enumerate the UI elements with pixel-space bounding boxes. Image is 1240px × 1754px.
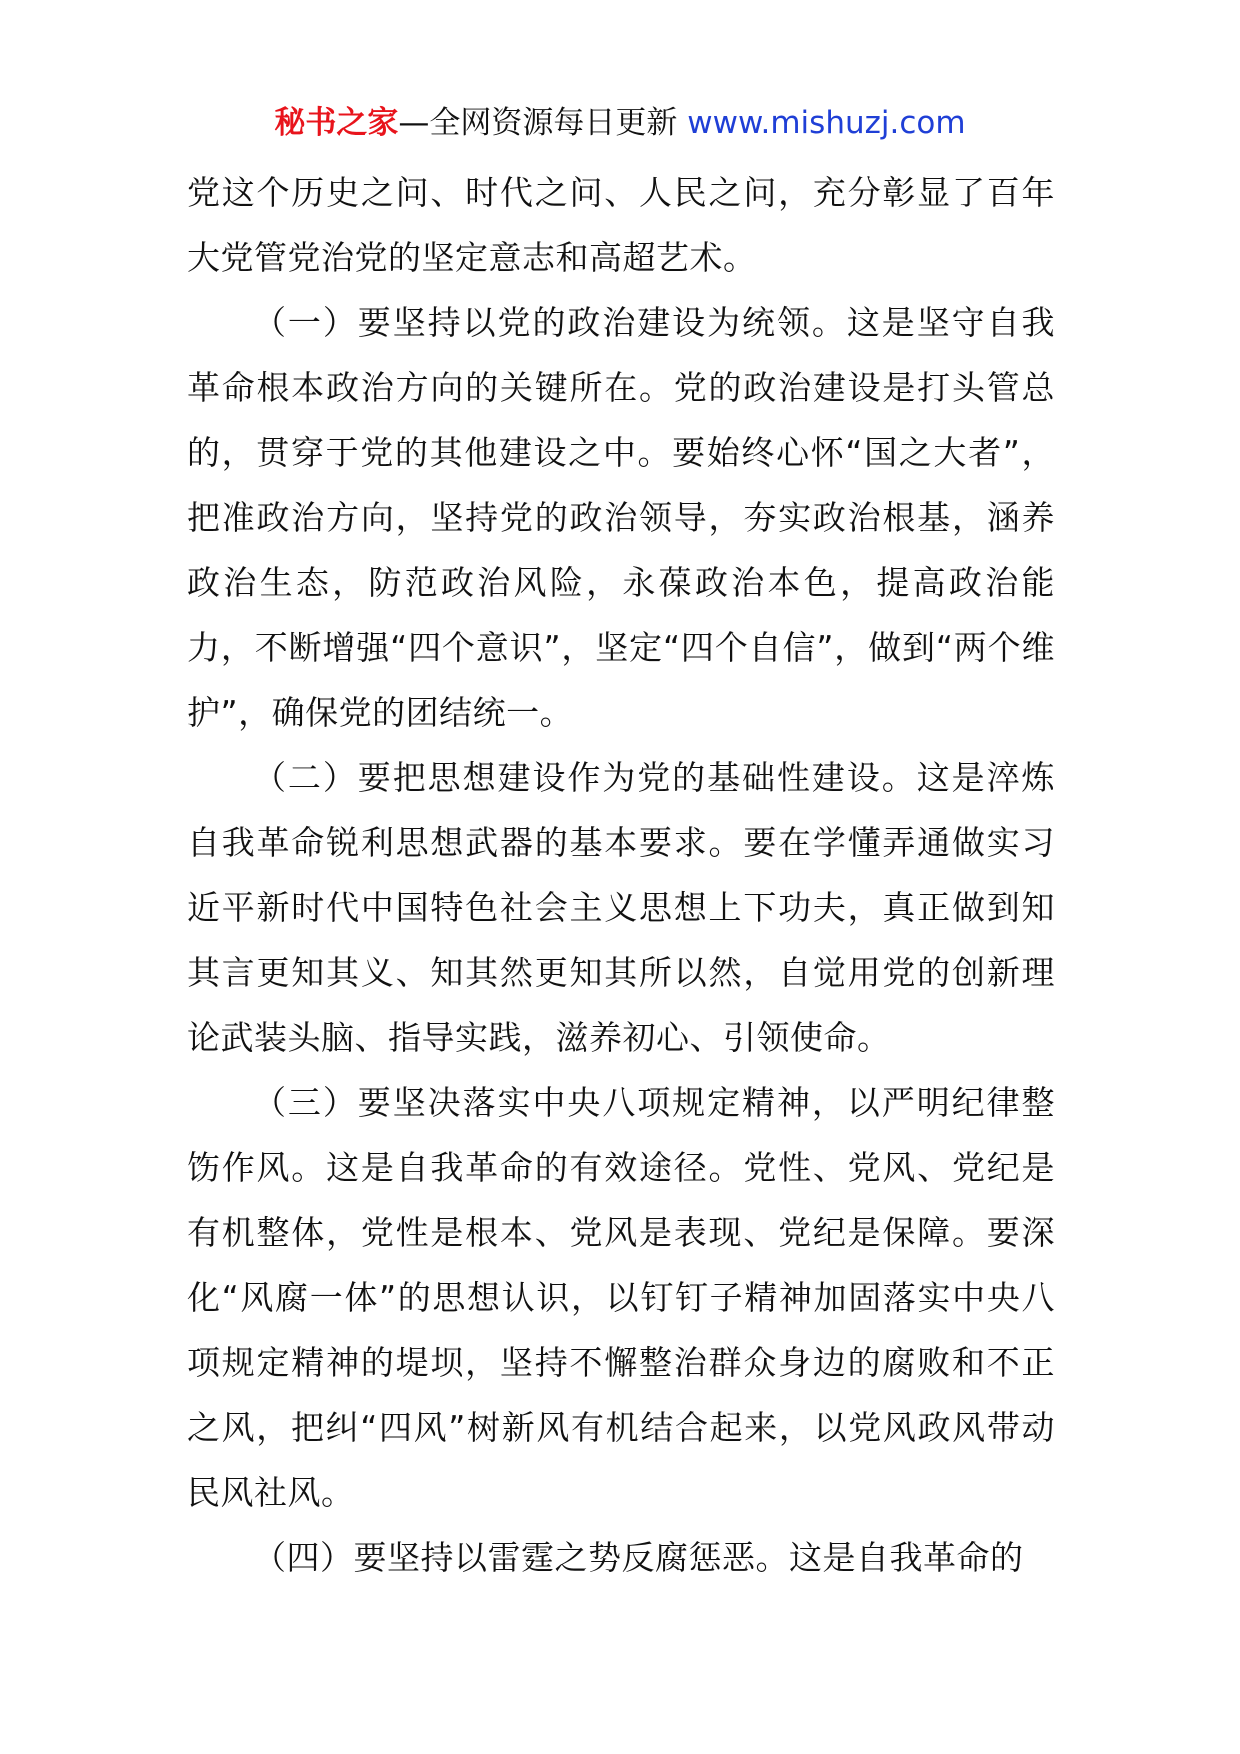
paragraph-section-3: （三）要坚决落实中央八项规定精神，以严明纪律整饬作风。这是自我革命的有效途径。党性、党风、党纪是有机整体，党性是根本、党风是表现、党纪是保障。要深化“风腐一体”的思想认识，以钉钉子精神加固落实中央八项规定精神的堤坝，坚持不懈整治群众身边的腐败和不正之风，把纠“四风”树新风有机结合起来，以党风政风带动民风社风。 (187, 1083, 1055, 1512)
page-header (0, 98, 1240, 148)
paragraph-section-4: （四）要坚持以雷霆之势反腐惩恶。这是自我革命的 (253, 1538, 1024, 1577)
site-tagline: —全网资源每日更新 (398, 105, 678, 141)
document-body (187, 160, 1055, 1590)
site-url-link[interactable]: www.mishuzj.com (687, 105, 966, 141)
paragraph-section-2: （二）要把思想建设作为党的基础性建设。这是淬炼自我革命锐利思想武器的基本要求。要在学懂弄通做实习近平新时代中国特色社会主义思想上下功夫，真正做到知其言更知其义、知其然更知其所以然，自觉用党的创新理论武装头脑、指导实践，滋养初心、引领使命。 (187, 758, 1055, 1057)
paragraph-section-1: （一）要坚持以党的政治建设为统领。这是坚守自我革命根本政治方向的关键所在。党的政治建设是打头管总的，贯穿于党的其他建设之中。要始终心怀“国之大者”，把准政治方向，坚持党的政治领导，夯实政治根基，涵养政治生态，防范政治风险，永葆政治本色，提高政治能力，不断增强“四个意识”，坚定“四个自信”，做到“两个维护”，确保党的团结统一。 (187, 303, 1055, 732)
site-name: 秘书之家 (274, 105, 399, 141)
paragraph-continuation: 党这个历史之问、时代之问、人民之问，充分彰显了百年大党管党治党的坚定意志和高超艺术。 (187, 173, 1055, 277)
